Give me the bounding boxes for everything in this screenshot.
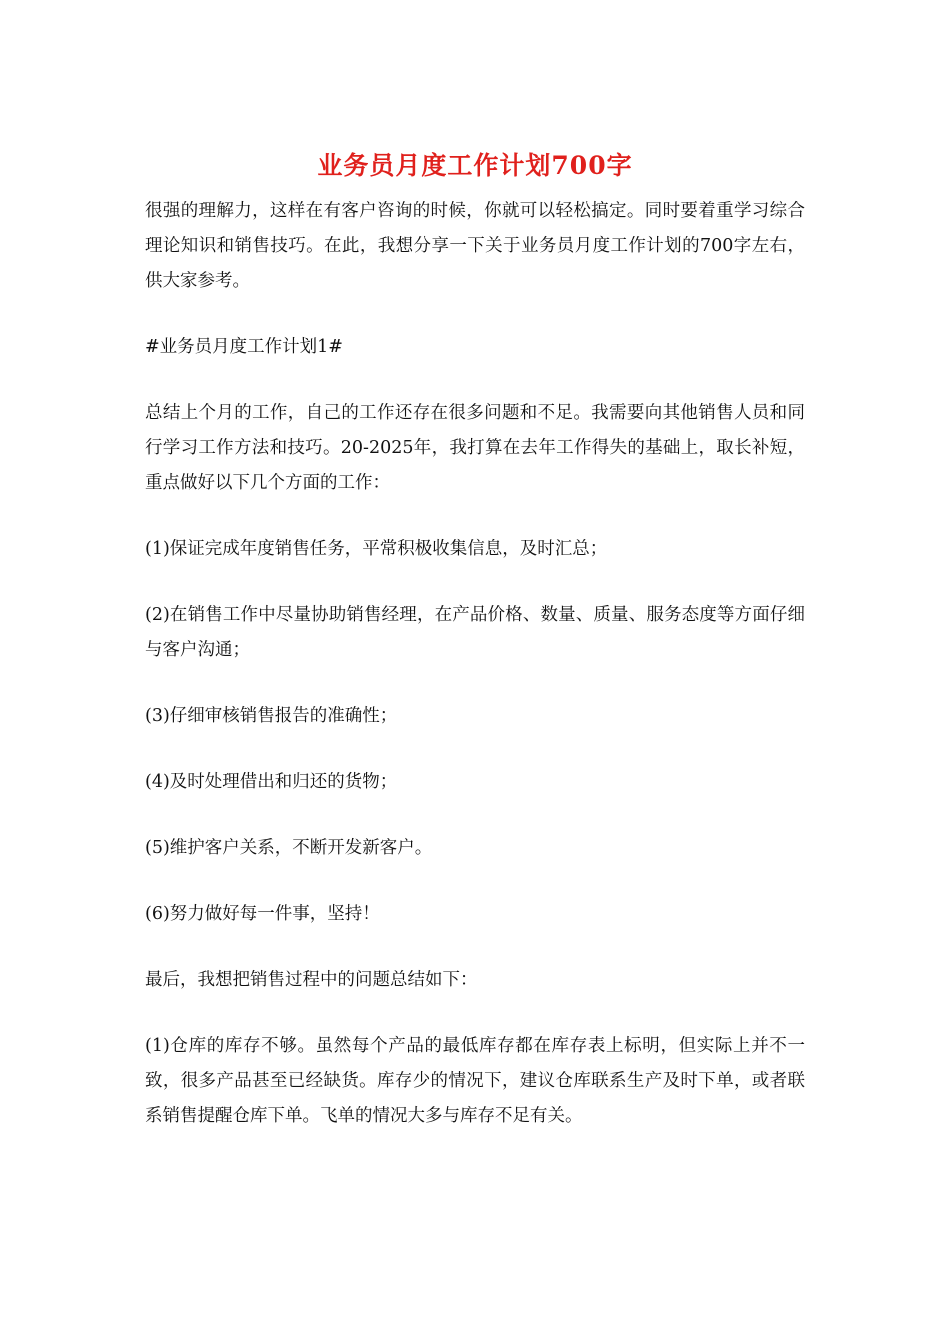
list-item: (4)及时处理借出和归还的货物； [145, 772, 398, 792]
paragraph-problems-intro: 最后，我想把销售过程中的问题总结如下： [145, 970, 478, 990]
list-item: (6)努力做好每一件事，坚持！ [145, 904, 380, 924]
list-item: (5)维护客户关系，不断开发新客户。 [145, 838, 433, 858]
list-item: (1)仓库的库存不够。虽然每个产品的最低库存都在库存表上标明，但实际上并不一致，很多产品甚至已经缺货。库存少的情况下，建议仓库联系生产及时下单，或者联系销售提醒仓库下单。飞单的情况大多与库存不足有关。 [145, 1036, 805, 1126]
list-item: (2)在销售工作中尽量协助销售经理，在产品价格、数量、质量、服务态度等方面仔细与客户沟通； [145, 605, 805, 660]
page-title: 业务员月度工作计划700字 [317, 151, 633, 180]
document-body [145, 194, 805, 1165]
section-heading: #业务员月度工作计划1# [145, 337, 343, 357]
paragraph-intro: 很强的理解力，这样在有客户咨询的时候，你就可以轻松搞定。同时要着重学习综合理论知识和销售技巧。在此，我想分享一下关于业务员月度工作计划的700字左右，供大家参考。 [145, 201, 805, 291]
list-item: (3)仔细审核销售报告的准确性； [145, 706, 398, 726]
paragraph-summary: 总结上个月的工作，自己的工作还存在很多问题和不足。我需要向其他销售人员和同行学习工作方法和技巧。20-2025年，我打算在去年工作得失的基础上，取长补短，重点做好以下几个方面的工作： [145, 403, 805, 493]
list-item: (1)保证完成年度销售任务，平常积极收集信息，及时汇总； [145, 539, 608, 559]
